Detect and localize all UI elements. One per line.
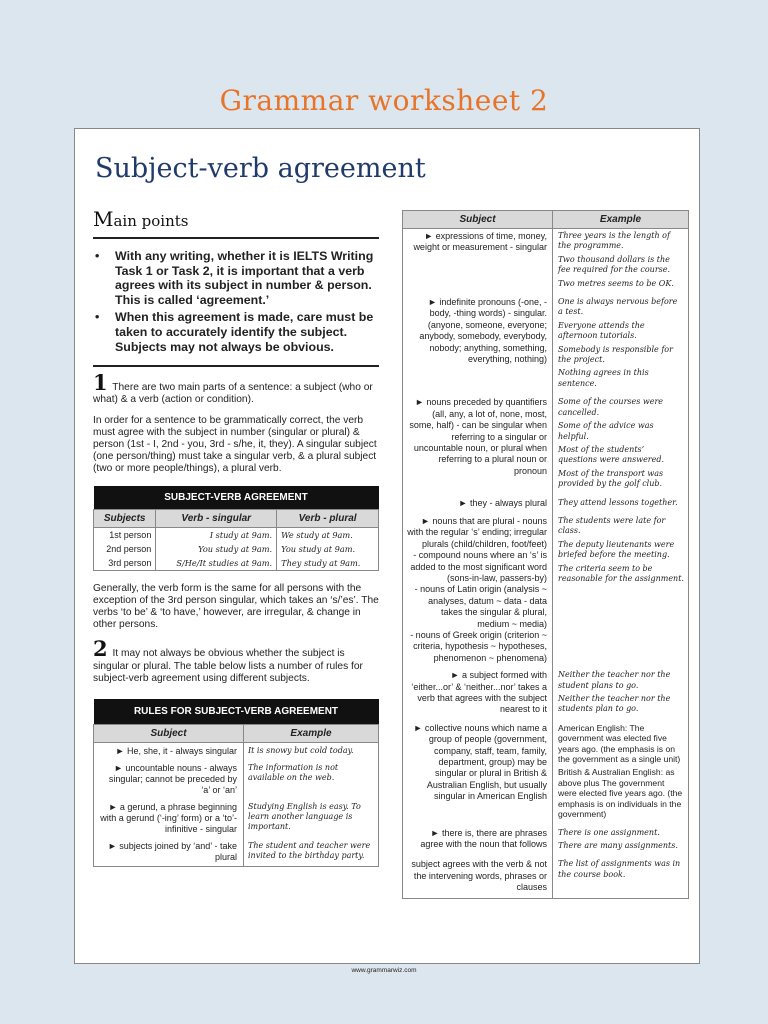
main-point-item: • When this agreement is made, care must be taken to accurately identify the subject. Subjects may not always be obvious. bbox=[93, 310, 379, 354]
rule-subject-line: ► expressions of time, money, weight or measurement - singular bbox=[413, 231, 547, 253]
section-number: 2 bbox=[93, 636, 108, 662]
rule-examples bbox=[553, 295, 689, 395]
column-header: Subjects bbox=[94, 509, 156, 527]
rule-example-line: There are many assignments. bbox=[558, 840, 678, 850]
rule-subject-line: ► nouns preceded by quantifiers (all, any, a lot of, none, most, some, half) - can be singular when referring to a singular or uncountable noun, or plural when referring to a plural noun or pronoun bbox=[409, 397, 547, 476]
rule-example-line: Some of the courses were cancelled. bbox=[558, 397, 664, 417]
rule-subject-line: ► there is, there are phrases agree with the noun that follows bbox=[420, 827, 547, 849]
section-1-intro bbox=[93, 370, 379, 406]
rule-example-line: Two thousand dollars is the fee required for the course. bbox=[558, 254, 671, 275]
rule-example-line: Neither the teacher nor the students plan to go. bbox=[558, 694, 671, 714]
rule-example-line: Everyone attends the afternoon tutorials. bbox=[558, 320, 645, 341]
table-row: ► a gerund, a phrase beginning with a gerund (‘-ing’ form) or a ‘to’-infinitive - singular Studying English is easy. To learn another language is important. bbox=[94, 799, 379, 838]
rule-subject-line: - nouns of Greek origin (criterion ~ criteria, hypothesis ~ hypotheses, phenomenon ~ phenomena) bbox=[410, 630, 547, 663]
worksheet-panel bbox=[74, 128, 700, 964]
table-row: 3rd person S/He/It studies at 9am. They study at 9am. bbox=[94, 556, 379, 571]
rule-example-line: British & Australian English: as above plus The government were elected five years ago. (the emphasis is on individuals in the government) bbox=[558, 767, 683, 820]
rule-examples bbox=[553, 668, 689, 721]
main-points-heading: Main points bbox=[93, 207, 379, 239]
rule-example-line: American English: The government was elected five years ago. (the emphasis is on the government as a single unit) bbox=[558, 722, 681, 765]
rule-subject-line: - nouns of Latin origin (analysis ~ analyses, datum ~ data - data takes the singular & plural, medium ~ media) bbox=[414, 584, 547, 629]
rule-subject-line: - compound nouns where an ‘s’ is added to the most significant word (sons-in-law, passers-by) bbox=[410, 550, 547, 583]
table-row bbox=[403, 721, 689, 826]
table-row bbox=[403, 826, 689, 858]
rule-subject bbox=[403, 229, 553, 296]
rule-examples bbox=[553, 229, 689, 296]
section-2-text: It may not always be obvious whether the subject is singular or plural. The table below lists a number of rules for subject-verb agreement using different subjects. bbox=[93, 648, 363, 684]
rule-example-line: One is always nervous before a test. bbox=[558, 297, 678, 317]
main-points-list bbox=[93, 249, 379, 367]
table-row bbox=[403, 496, 689, 514]
section-1-paragraph: In order for a sentence to be grammatically correct, the verb must agree with the subject in number (singular or plural) & person (1st - I, 2nd - you, 3rd - s/he, it, they). A singular subject (one person/thing) must take a singular verb, & a plural subject (two or more people/things), a plural verb. bbox=[93, 414, 377, 475]
table-row bbox=[403, 668, 689, 721]
table-title: SUBJECT-VERB AGREEMENT bbox=[94, 486, 379, 510]
right-column bbox=[402, 210, 689, 899]
column-header: Example bbox=[244, 725, 379, 743]
table-row: 1st person I study at 9am. We study at 9am. bbox=[94, 527, 379, 542]
rule-subject bbox=[403, 514, 553, 668]
rule-example-line: The students were late for class. bbox=[558, 515, 666, 536]
main-point-item: • With any writing, whether it is IELTS Writing Task 1 or Task 2, it is important that a verb agrees with its subject in number & person. This is called ‘agreement.’ bbox=[93, 249, 379, 307]
rule-example-line: Nothing agrees in this sentence. bbox=[558, 368, 649, 388]
rule-example-line: Most of the transport was provided by the golf club. bbox=[558, 468, 664, 489]
table-row: ► subjects joined by ‘and’ - take plural The student and teacher were invited to the birthday party. bbox=[94, 838, 379, 867]
rule-examples bbox=[553, 496, 689, 514]
table-row bbox=[403, 395, 689, 495]
rule-example-line: Two metres seems to be OK. bbox=[558, 278, 674, 288]
rule-subject bbox=[403, 826, 553, 858]
rule-example-line: There is one assignment. bbox=[558, 827, 660, 837]
section-2-intro bbox=[93, 636, 379, 685]
rule-example-line: The deputy lieutenants were briefed before the meeting. bbox=[558, 539, 675, 560]
rule-subject-line: ► a subject formed with ‘either...or’ & ‘neither...nor’ takes a verb that agrees with the subject nearest to it bbox=[411, 670, 547, 715]
rule-subject-line: ► they - always plural bbox=[458, 497, 547, 508]
rule-example-line: They attend lessons together. bbox=[558, 497, 678, 507]
column-header: Subject bbox=[403, 211, 553, 229]
table-row: ► He, she, it - always singular It is snowy but cold today. bbox=[94, 743, 379, 761]
column-header: Subject bbox=[94, 725, 244, 743]
agreement-rules-table bbox=[402, 210, 689, 899]
rule-subject-line: ► indefinite pronouns (-one, -body, -thing words) - singular. bbox=[428, 297, 547, 319]
footer-url: www.grammarwiz.com bbox=[351, 967, 417, 974]
subject-verb-table bbox=[93, 486, 379, 571]
rule-examples bbox=[553, 395, 689, 495]
rule-subject bbox=[403, 496, 553, 514]
rule-example-line: Somebody is responsible for the project. bbox=[558, 344, 673, 365]
worksheet-heading: Subject-verb agreement bbox=[95, 153, 426, 184]
rule-example-line: Most of the students’ questions were answered. bbox=[558, 444, 665, 465]
section-1-text: There are two main parts of a sentence: a subject (who or what) & a verb (action or condition). bbox=[93, 382, 373, 406]
rule-subject-line: ► collective nouns which name a group of people (government, company, staff, team, family, department, group) may be singular or plural in British & Australian English, but usually singular in American English bbox=[413, 722, 547, 802]
rule-subject bbox=[403, 395, 553, 495]
table-title: RULES FOR SUBJECT-VERB AGREEMENT bbox=[94, 699, 379, 725]
page-title: Grammar worksheet 2 bbox=[219, 84, 549, 117]
rule-subject bbox=[403, 295, 553, 395]
table-row bbox=[403, 514, 689, 668]
rule-example-line: The criteria seem to be reasonable for the assignment. bbox=[558, 563, 684, 583]
column-header: Verb - singular bbox=[156, 509, 277, 527]
rule-subject-line: subject agrees with the verb & not the intervening words, phrases or clauses bbox=[411, 859, 547, 893]
rule-subject-line: (anyone, someone, everyone; anybody, somebody, everybody, nobody; anything, something, everything, nothing) bbox=[419, 319, 547, 365]
rule-example-line: Three years is the length of the programme. bbox=[558, 231, 670, 251]
table-row bbox=[403, 857, 689, 898]
rule-examples bbox=[553, 514, 689, 668]
column-header: Verb - plural bbox=[277, 509, 379, 527]
table-row: 2nd person You study at 9am. You study at 9am. bbox=[94, 542, 379, 556]
rule-subject bbox=[403, 668, 553, 721]
rule-example-line: Some of the advice was helpful. bbox=[558, 421, 654, 441]
general-paragraph: Generally, the verb form is the same for all persons with the exception of the 3rd person singular, which takes an ‘s/’es’. The verbs ‘to be’ & ‘to have,’ however, are irregular, & change in other persons. bbox=[93, 582, 379, 631]
rules-table bbox=[93, 699, 379, 867]
table-row bbox=[403, 229, 689, 296]
table-row bbox=[403, 295, 689, 395]
rule-examples bbox=[553, 857, 689, 898]
rule-examples bbox=[553, 826, 689, 858]
left-column bbox=[93, 207, 379, 867]
rule-example-line: The list of assignments was in the course book. bbox=[558, 859, 681, 879]
column-header: Example bbox=[553, 211, 689, 229]
rule-subject bbox=[403, 857, 553, 898]
section-number: 1 bbox=[93, 370, 108, 396]
table-row: ► uncountable nouns - always singular; cannot be preceded by ‘a’ or ‘an’ The information is not available on the web. bbox=[94, 760, 379, 799]
rule-subject bbox=[403, 721, 553, 826]
rule-subject-line: ► nouns that are plural - nouns with the regular ‘s’ ending; irregular plurals (child/children, foot/feet) bbox=[407, 515, 547, 549]
rule-examples bbox=[553, 721, 689, 826]
rule-example-line: Neither the teacher nor the student plans to go. bbox=[558, 670, 671, 690]
